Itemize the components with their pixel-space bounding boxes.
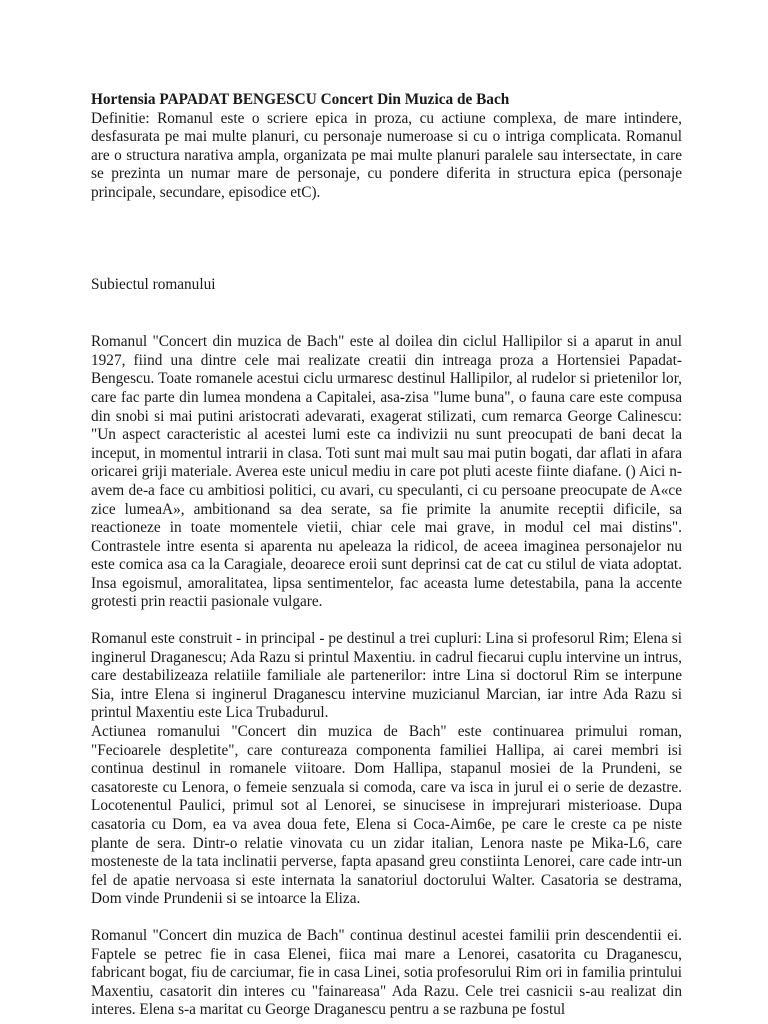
document-title: Hortensia PAPADAT BENGESCU Concert Din Muzica de Bach	[91, 91, 510, 108]
section-heading: Subiectul romanului	[91, 275, 216, 293]
body-paragraph: Romanul este construit - in principal - pe destinul a trei cupluri: Lina si profesorul Rim; Elena si inginerul Draganescu; Ada Razu si printul Maxentiu. in cadrul fiecarui cuplu intervine un intrus, care destabilizeaza relatiile familiale ale partenerilor: intre Lina si doctorul Rim se interpune Sia, intre Elena si inginerul Draganescu intervine muzicianul Marcian, iar intre Ada Razu si printul Maxentiu este Lica Trubadurul.	[91, 630, 682, 722]
body-paragraph: Romanul "Concert din muzica de Bach" continua destinul acestei familii prin descendentii ei. Faptele se petrec fie in casa Elenei, fiica mai mare a Lenorei, casatorita cu Draganescu, fabricant bogat, fiu de carciumar, fie in casa Linei, sotia profesorului Rim ori in familia printului Maxentiu, casatorit din interes cu "fainareasa" Ada Razu. Cele trei casnicii s-au realizat din interes. Elena s-a maritat cu George Draganescu pentru a se razbuna pe fostul	[91, 926, 682, 1019]
body-paragraph: Actiunea romanului "Concert din muzica de Bach" este continuarea primului roman, "Fecioarele despletite", care contureaza componenta familiei Hallipa, ai carei membri isi continua destinul in romanele viitoare. Dom Hallipa, stapanul mosiei de la Prundeni, se casatoreste cu Lenora, o femeie senzuala si comoda, care va isca in jurul ei o serie de dezastre. Locotenentul Paulici, primul sot al Lenorei, se sinucisese in imprejurari misterioase. Dupa casatoria cu Dom, ea va avea doua fete, Elena si Coca-Aim6e, pe care le creste ca pe niste plante de sera. Dintr-o relatie vinovata cu un zidar italian, Lenora naste pe Mika-L6, care mosteneste de la tata inclinatii perverse, fapta apasand greu constiinta Lenorei, care cade intr-un fel de apatie nervoasa si este internata la sanatoriul doctorului Walter. Casatoria se destrama, Dom vinde Prundenii si se intoarce la Eliza.	[91, 723, 682, 908]
document-title-block	[91, 91, 682, 110]
definition-paragraph: Definitie: Romanul este o scriere epica in proza, cu actiune complexa, de mare intindere, desfasurata pe mai multe planuri, cu personaje numeroase si cu o intriga complicata. Romanul are o structura narativa ampla, organizata pe mai multe planuri paralele sau intersectate, in care se prezinta un numar mare de personaje, cu pondere diferita in structura epica (personaje principale, secundare, episodice etC).	[91, 109, 682, 201]
body-paragraph: Romanul "Concert din muzica de Bach" este al doilea din ciclul Hallipilor si a aparut in anul 1927, fiind una dintre cele mai realizate creatii din intreaga proza a Hortensiei Papadat-Bengescu. Toate romanele acestui ciclu urmaresc destinul Hallipilor, al rudelor si prietenilor lor, care fac parte din lumea mondena a Capitalei, asa-zisa "lume buna", o fauna care este compusa din snobi si mai putini aristocrati adevarati, exagerat stilizati, cum remarca George Calinescu: "Un aspect caracteristic al acestei lumi este ca indivizii nu sunt preocupati de bani decat la inceput, in momentul intrarii in clasa. Toti sunt mai mult sau mai putin bogati, dar aflati in afara oricarei griji materiale. Averea este unicul mediu in care pot pluti aceste fiinte diafane. () Aici n-avem de-a face cu ambitiosi politici, cu avari, cu speculanti, ci cu persoane preocupate de A«ce zice lumeaA», ambitionand sa dea serate, sa fie primite la anumite receptii dificile, sa reactioneze in toate momentele vietii, chiar cele mai grave, in modul cel mai distins". Contrastele intre esenta si aparenta nu apeleaza la ridicol, de aceea imaginea personajelor nu este comica asa ca la Caragiale, deoarece eroii sunt deprinsi cat de cat cu stilul de viata adoptat. Insa egoismul, amoralitatea, lipsa sentimentelor, fac aceasta lume detestabila, pana la accente grotesti prin reactii pasionale vulgare.	[91, 333, 682, 611]
